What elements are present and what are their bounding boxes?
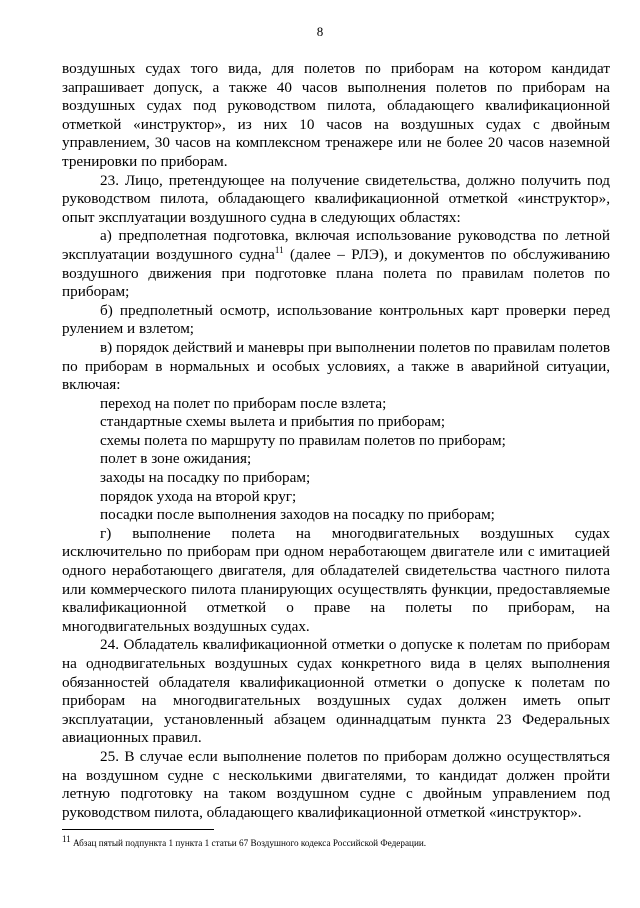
paragraph-23-b: б) предполетный осмотр, использование контрольных карт проверки перед рулением и взлетом; [62, 301, 610, 338]
list-item: полет в зоне ожидания; [100, 450, 252, 468]
footnote [62, 833, 622, 849]
footnote-mark: 11 [62, 833, 71, 844]
footnote-text: Абзац пятый подпункта 1 пункта 1 статьи 67 Воздушного кодекса Российской Федерации. [70, 838, 427, 848]
paragraph-24: 24. Обладатель квалификационной отметки о допуске к полетам по приборам на однодвигательных воздушных судах конкретного вида в целях выполнения обязанностей обладателя квалификационной отметки о допуске к полетам по приборам на многодвигательных воздушных судах должен иметь опыт эксплуатации, установленный абзацем одиннадцатым пункта 23 Федеральных авиационных правил. [62, 636, 610, 747]
list-item: стандартные схемы вылета и прибытия по приборам; [100, 413, 446, 431]
paragraph-23-a-text: а) предполетная подготовка, включая использование руководства по летной эксплуатации воздушного судна [62, 227, 610, 263]
footnote-reference[interactable]: 11 [274, 244, 284, 255]
list-item: схемы полета по маршруту по правилам полетов по приборам; [100, 431, 506, 449]
paragraph-23-g: г) выполнение полета на многодвигательных воздушных судах исключительно по приборам при одном неработающем двигателе или с имитацией одного неработающего двигателя, для обладателей свидетельства частного пилота или коммерческого пилота планирующих осуществлять функции, предоставляемые квалификационной отметкой о праве на полеты по приборам, на многодвигательных воздушных судах. [62, 524, 610, 635]
document-body [62, 60, 610, 822]
list-item: заходы на посадку по приборам; [100, 469, 311, 487]
page-number: 8 [316, 24, 324, 39]
footnote-divider [62, 829, 214, 830]
paragraph-23-a [62, 227, 610, 301]
paragraph-continuation: воздушных судах того вида, для полетов по приборам на котором кандидат запрашивает допуск, а также 40 часов выполнения полетов по приборам на воздушных судах под руководством пилота, обладающего квалификационной отметкой «инструктор», из них 10 часов на воздушных судах с двойным управлением, 30 часов на комплексном тренажере или не более 20 часов наземной тренировки по приборам. [62, 60, 610, 170]
paragraph-23-v: в) порядок действий и маневры при выполнении полетов по правилам полетов по приборам в нормальных и особых условиях, а также в аварийной ситуации, включая: [62, 338, 610, 394]
paragraph-23-a-text-cont: (далее – РЛЭ), и документов по обслуживанию воздушного движения при подготовке плана полета по правилам полетов по приборам; [62, 245, 610, 301]
paragraph-23: 23. Лицо, претендующее на получение свидетельства, должно получить под руководством пилота, обладающего квалификационной отметкой «инструктор», опыт эксплуатации воздушного судна в следующих областях: [62, 171, 610, 226]
list-item: порядок ухода на второй круг; [100, 487, 297, 505]
list-item: посадки после выполнения заходов на посадку по приборам; [100, 506, 495, 524]
list-item: переход на полет по приборам после взлета; [100, 394, 387, 412]
paragraph-25: 25. В случае если выполнение полетов по приборам должно осуществляться на воздушном судне с несколькими двигателями, то кандидат должен пройти летную подготовку на таком воздушном судне с двойным управлением под руководством пилота, обладающего квалификационной отметкой «инструктор». [62, 747, 610, 821]
